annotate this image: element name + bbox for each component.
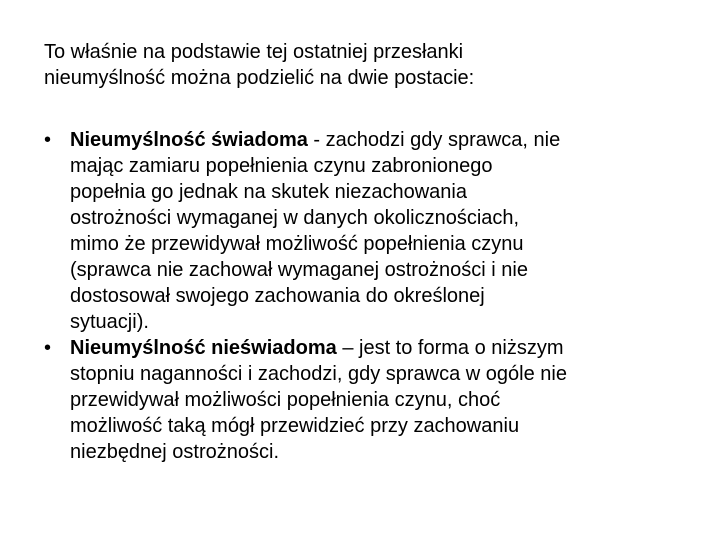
bullet-line: ostrożności wymaganej w danych okolicznościach,: [70, 207, 520, 229]
bullet-line: popełnia go jednak na skutek niezachowania: [70, 181, 467, 203]
bullet-line: sytuacji).: [70, 311, 149, 333]
bullet-line: mając zamiaru popełnienia czynu zabronionego: [70, 155, 493, 177]
bullet-line: przewidywał możliwości popełnienia czynu, choć: [70, 389, 501, 411]
bullet-line: dostosował swojego zachowania do określonej: [70, 285, 485, 307]
bullet-list: [44, 127, 704, 465]
intro-line-2: nieumyślność można podzielić na dwie postacie:: [44, 67, 475, 89]
bullet-first-line-rest: - zachodzi gdy sprawca, nie: [307, 129, 561, 151]
bullet-line: niezbędnej ostrożności.: [70, 441, 280, 463]
intro-line-1: To właśnie na podstawie tej ostatniej przesłanki: [44, 41, 464, 63]
bullet-line: mimo że przewidywał możliwość popełnienia czynu: [70, 233, 524, 255]
bullet-line: możliwość taką mógł przewidzieć przy zachowaniu: [70, 415, 520, 437]
bullet-item-unconscious: [44, 335, 704, 465]
bullet-first-line: [70, 335, 704, 361]
bullet-marker: •: [44, 337, 52, 359]
bullet-item-conscious: [44, 127, 704, 335]
bullet-first-line-rest: – jest to forma o niższym: [336, 337, 564, 359]
intro-paragraph: [44, 39, 684, 91]
term-unconscious: Nieumyślność nieświadoma: [70, 337, 337, 359]
bullet-line: stopniu naganności i zachodzi, gdy sprawca w ogóle nie: [70, 363, 567, 385]
bullet-marker: •: [44, 129, 52, 151]
bullet-first-line: [70, 127, 704, 153]
term-conscious: Nieumyślność świadoma: [70, 129, 308, 151]
bullet-line: (sprawca nie zachował wymaganej ostrożności i nie: [70, 259, 528, 281]
